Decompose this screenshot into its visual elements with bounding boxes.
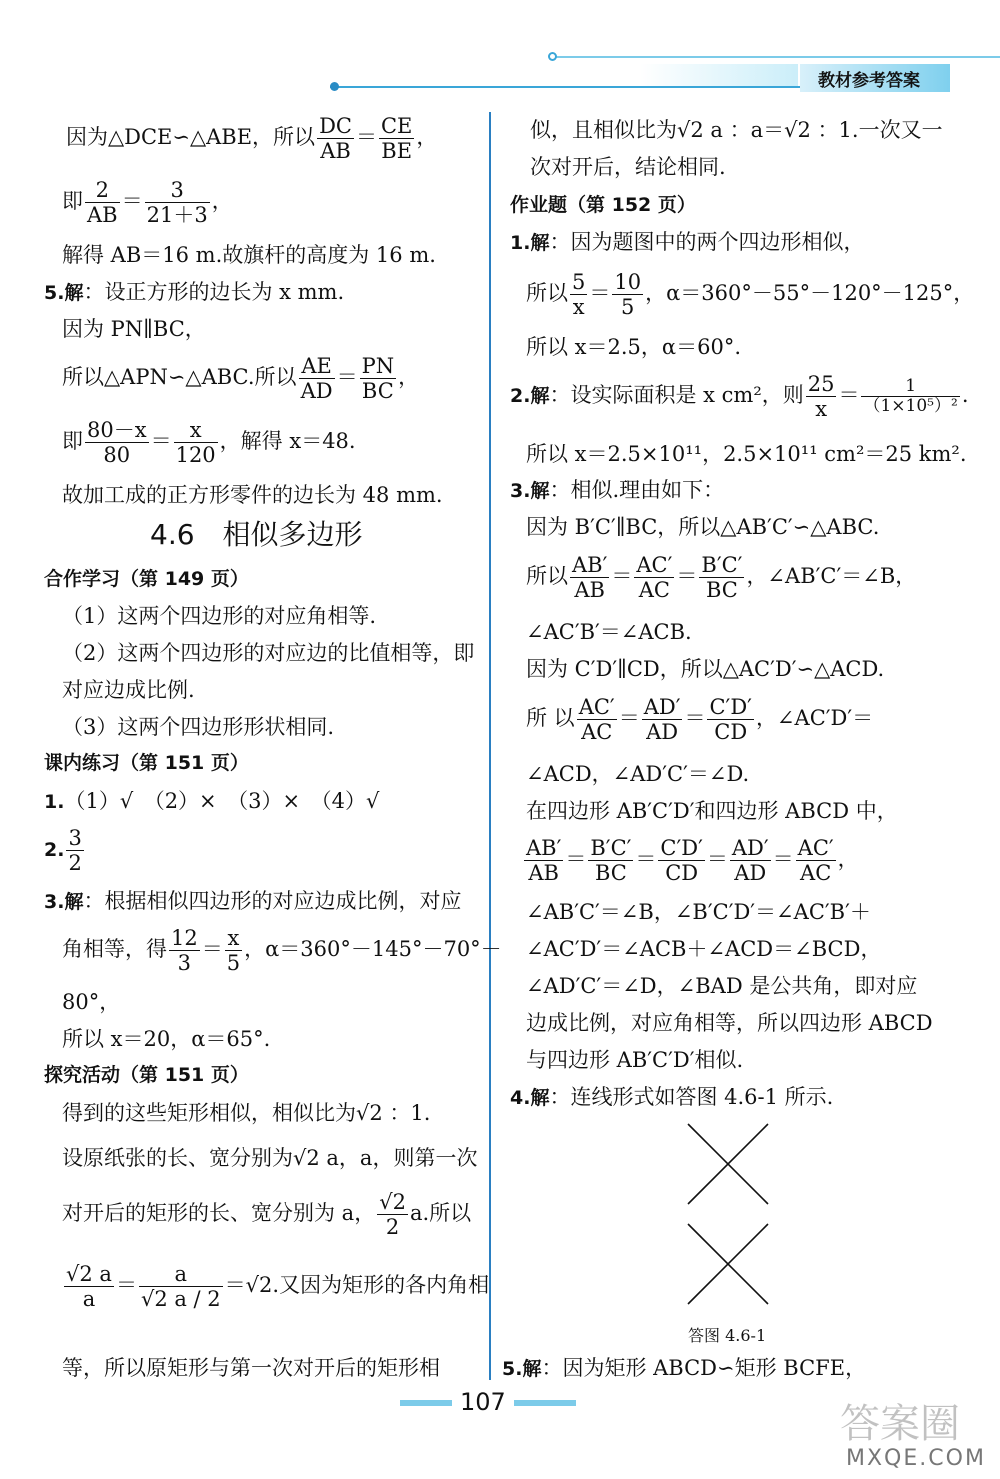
answer-figure <box>680 1118 780 1318</box>
right-line-22: 4.解：连线形式如答图 4.6-1 所示. <box>510 1085 834 1109</box>
fraction: $\frac{DC}{AB}$ <box>319 114 352 164</box>
left-line-12: （3）这两个四边形形状相同. <box>62 715 335 739</box>
fraction: $\frac{1}{\text{（1×10⁵）²}}$ <box>863 375 958 417</box>
fraction: $\frac{AB'}{AB}$ <box>526 836 562 886</box>
left-line-4: 5.解：设正方形的边长为 x mm. <box>44 280 345 304</box>
fraction: $\frac{CE}{BE}$ <box>380 114 413 164</box>
right-line-1: 似，且相似比为√2 a ：a＝√2 ：1.一次又一 <box>530 118 943 142</box>
right-line-20: 边成比例，对应角相等，所以四边形 ABCD <box>526 1011 933 1035</box>
right-line-9: 因为 B′C′∥BC，所以△AB′C′∽△ABC. <box>526 515 880 539</box>
left-line-3: 解得 AB＝16 m.故旗杆的高度为 16 m. <box>62 243 436 267</box>
page-deco-right <box>514 1400 576 1406</box>
fraction: $\frac{√2 a}{a}$ <box>66 1262 112 1312</box>
section-title: 4.6 相似多边形 <box>150 518 363 551</box>
left-line-21: 对开后的矩形的长、宽分别为 a， $\frac{√2}{2}$ a.所以 <box>62 1190 472 1240</box>
right-line-8: 3.解：相似.理由如下： <box>510 478 725 502</box>
left-line-9: （1）这两个四边形的对应角相等. <box>62 604 377 628</box>
fraction: $\frac{B'C'}{BC}$ <box>701 553 743 603</box>
fraction: $\frac{3}{2}$ <box>68 826 82 876</box>
left-line-13: 1.（1）√ （2）× （3）× （4）√ <box>44 789 380 813</box>
left-line-7: 即 $\frac{80-x}{80}$ ＝ $\frac{x}{120}$ ，解得 x＝48. <box>62 418 356 468</box>
fraction: $\frac{25}{x}$ <box>807 372 835 422</box>
right-line-18: ∠AC′D′＝∠ACB＋∠ACD＝∠BCD， <box>526 937 882 961</box>
fraction: $\frac{x}{5}$ <box>226 926 241 976</box>
fraction: $\frac{AC'}{AC}$ <box>797 836 834 886</box>
fraction: $\frac{12}{3}$ <box>171 926 198 976</box>
fraction: $\frac{AC'}{AC}$ <box>636 553 673 603</box>
fraction: $\frac{C'D'}{CD}$ <box>709 695 752 745</box>
right-line-21: 与四边形 AB′C′D′相似. <box>526 1048 744 1072</box>
heading-cooperative: 合作学习（第 149 页） <box>44 568 249 590</box>
right-line-19: ∠AD′C′＝∠D，∠BAD 是公共角，即对应 <box>526 974 918 998</box>
left-line-14: 2. $\frac{3}{2}$ <box>44 826 82 876</box>
right-line-2: 次对开后，结论相同. <box>530 155 726 179</box>
fraction: $\frac{C'D'}{CD}$ <box>660 836 703 886</box>
fraction: $\frac{10}{5}$ <box>614 270 642 320</box>
watermark-logo: 答案圈 <box>840 1401 960 1447</box>
heading-practice: 课内练习（第 151 页） <box>44 752 249 774</box>
left-line-16: 角相等，得 $\frac{12}{3}$ ＝ $\frac{x}{5}$ ，α＝360°－145°－70°－ <box>62 926 502 976</box>
left-line-6: 所以△APN∽△ABC.所以 $\frac{AE}{AD}$ ＝ $\frac{PN}{BC}$ ， <box>62 354 420 404</box>
fraction: $\frac{AD'}{AD}$ <box>731 836 769 886</box>
left-line-2: 即 $\frac{2}{AB}$ ＝ $\frac{3}{21+3}$ ， <box>62 178 233 228</box>
fraction: $\frac{80-x}{80}$ <box>87 418 147 468</box>
fraction: $\frac{√2}{2}$ <box>379 1190 406 1240</box>
right-line-6: 2.解：设实际面积是 x cm²，则 $\frac{25}{x}$ ＝ $\frac{1}{\text{（1×10⁵）²}}$ . <box>510 372 969 422</box>
left-line-15: 3.解：根据相似四边形的对应边成比例，对应 <box>44 889 462 913</box>
left-line-17: 80°， <box>62 990 121 1014</box>
fraction: $\frac{a}{√2 a / 2}$ <box>140 1262 221 1312</box>
left-line-1: 因为△DCE∽△ABE，所以 $\frac{DC}{AB}$ ＝ $\frac{CE}{BE}$ ， <box>66 114 438 164</box>
watermark-url: MXQE.COM <box>846 1446 986 1471</box>
left-line-23: 等，所以原矩形与第一次对开后的矩形相 <box>62 1356 440 1380</box>
right-line-23: 5.解：因为矩形 ABCD∽矩形 BCFE， <box>502 1356 867 1380</box>
fraction: $\frac{B'C'}{BC}$ <box>590 836 632 886</box>
left-line-22: $\frac{√2 a}{a}$ ＝ $\frac{a}{√2 a / 2}$ ＝√2.又因为矩形的各内角相 <box>66 1262 490 1312</box>
fraction: $\frac{AE}{AD}$ <box>300 354 333 404</box>
right-line-15: 在四边形 AB′C′D′和四边形 ABCD 中， <box>526 799 898 823</box>
fraction: $\frac{AD'}{AD}$ <box>643 695 681 745</box>
right-line-14: ∠ACD，∠AD′C′＝∠D. <box>526 762 750 786</box>
fraction: $\frac{AB'}{AB}$ <box>572 553 608 603</box>
left-line-20: 设原纸张的长、宽分别为√2 a，a，则第一次 <box>62 1146 478 1170</box>
header-title: 教材参考答案 <box>818 71 920 91</box>
right-line-17: ∠AB′C′＝∠B，∠B′C′D′＝∠AC′B′＋ <box>526 900 871 924</box>
fraction: $\frac{2}{AB}$ <box>87 178 118 228</box>
left-line-8: 故加工成的正方形零件的边长为 48 mm. <box>62 483 443 507</box>
page-number: 107 <box>460 1388 506 1416</box>
right-line-10: 所以 $\frac{AB'}{AB}$ ＝ $\frac{AC'}{AC}$ ＝ $\frac{B'C'}{BC}$ ，∠AB′C′＝∠B， <box>526 553 917 603</box>
fraction: $\frac{5}{x}$ <box>572 270 586 320</box>
heading-homework: 作业题（第 152 页） <box>510 194 696 216</box>
right-line-12: 因为 C′D′∥CD，所以△AC′D′∽△ACD. <box>526 657 885 681</box>
right-line-4: 所以 $\frac{5}{x}$ ＝ $\frac{10}{5}$ ，α＝360°－55°－120°－125°， <box>526 270 975 320</box>
right-line-5: 所以 x＝2.5，α＝60°. <box>526 335 741 359</box>
right-line-11: ∠AC′B′＝∠ACB. <box>526 620 692 644</box>
left-line-11: 对应边成比例. <box>62 678 195 702</box>
fraction: $\frac{3}{21+3}$ <box>146 178 208 228</box>
figure-caption: 答图 4.6-1 <box>688 1326 767 1345</box>
fraction: $\frac{PN}{BC}$ <box>361 354 395 404</box>
fraction: $\frac{AC'}{AC}$ <box>578 695 615 745</box>
left-line-18: 所以 x＝20，α＝65°. <box>62 1027 271 1051</box>
left-line-5: 因为 PN∥BC， <box>62 317 206 341</box>
right-line-13: 所 以 $\frac{AC'}{AC}$ ＝ $\frac{AD'}{AD}$ ＝ $\frac{C'D'}{CD}$ ，∠AC′D′＝ <box>526 695 874 745</box>
right-line-7: 所以 x＝2.5×10¹¹，2.5×10¹¹ cm²＝25 km². <box>526 442 967 466</box>
left-line-19: 得到的这些矩形相似，相似比为√2 ：1. <box>62 1101 431 1125</box>
heading-explore: 探究活动（第 151 页） <box>44 1064 249 1086</box>
right-line-16: $\frac{AB'}{AB}$ ＝ $\frac{B'C'}{BC}$ ＝ $\frac{C'D'}{CD}$ ＝ $\frac{AD'}{AD}$ ＝ $\frac{AC'}{AC}$ ， <box>526 836 859 886</box>
fraction: $\frac{x}{120}$ <box>175 418 216 468</box>
right-line-3: 1.解：因为题图中的两个四边形相似， <box>510 230 865 254</box>
left-line-10: （2）这两个四边形的对应边的比值相等，即 <box>62 641 475 665</box>
page-deco-left <box>400 1400 452 1406</box>
